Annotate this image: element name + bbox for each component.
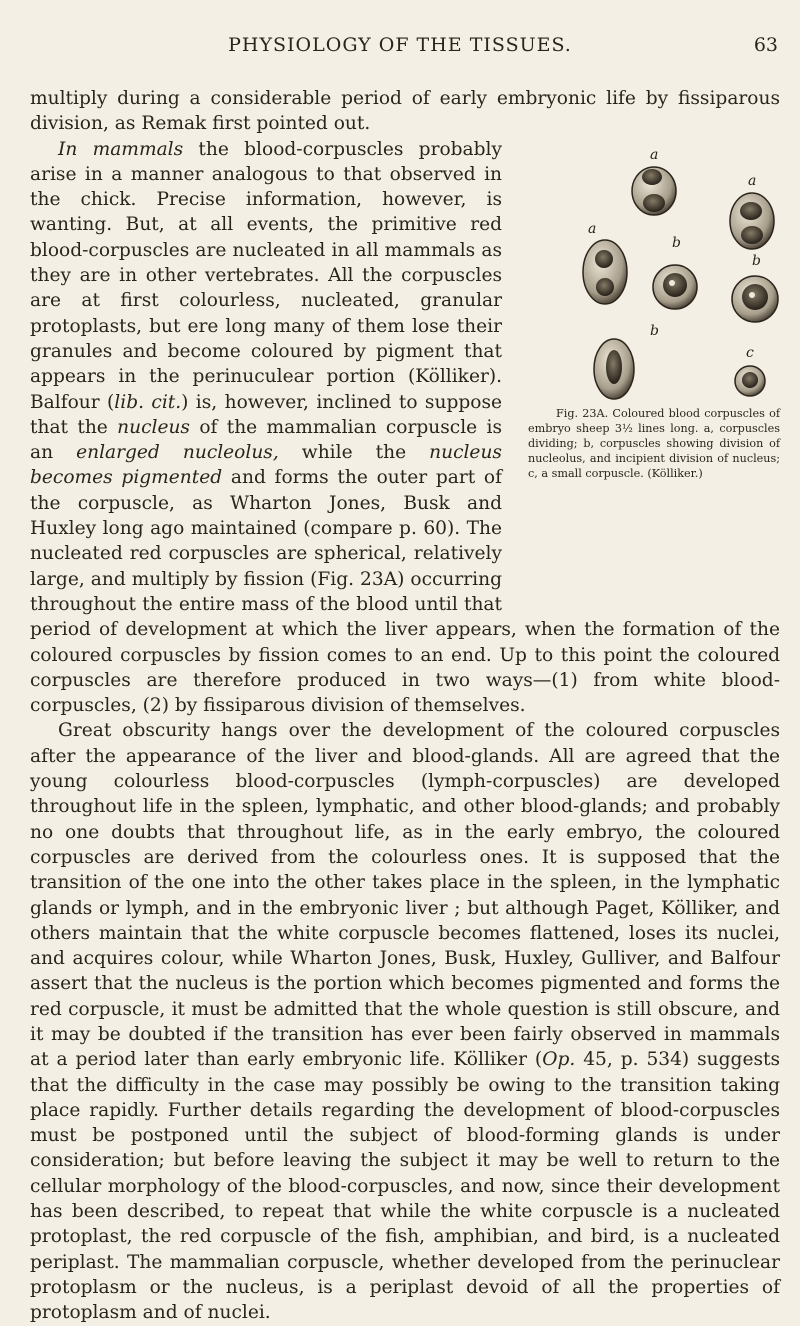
corpuscle-dividing-a2 (730, 193, 774, 249)
fig-letter: c (746, 344, 754, 361)
text-run: multiply during a considerable period of early embryonic life by fissiparous division, as Remak first pointed out. (30, 88, 780, 135)
header-title: PHYSIOLOGY OF THE TISSUES. (228, 34, 572, 56)
corpuscle-small-c (735, 366, 765, 396)
paragraph (30, 137, 780, 719)
text-run: the blood-corpuscles probably arise in a manner analogous to that observed in the chick. Precise information, however, is wanting. But, at all events, the primitive red blood-corpuscles are nucleated in all mammals as they are in other vertebrates. All the corpuscles are at first colourless, nucleated, granular protoplasts, but ere long many of them lose their granules and become coloured by pigment that appears in the perinuculear portion (Kölliker). Balfour ( (30, 138, 502, 413)
fig-letter: a (588, 220, 597, 237)
running-header (0, 34, 800, 64)
fig-letter: b (650, 322, 659, 339)
corpuscle-nucleolus-b1 (653, 265, 697, 309)
text-run: 45, p. 534) suggests that the difficulty in the case may possibly be owing to the transition taking place rapidly. Further details regarding the development of blood-corpuscles must be postponed until the subject of blood-forming glands is under consideration; but before leaving the subject it may be well to return to the cellular morphology of the blood-corpuscles, and now, since their development has been described, to repeat that while the white corpuscle is a nucleated protoplast, the red corpuscle of the fish, amphibian, and bird, is a nucleated periplast. The mammalian corpuscle, whether developed from the perinuclear protoplasm or the nucleus, is a periplast devoid of all the properties of protoplasm and of nuclei. (30, 1049, 781, 1324)
text-run: and forms the outer part of the corpuscle, as Wharton Jones, Busk and Huxley long ago maintained (compare p. 60). The nucleated red corpuscles are spherical, relatively large, and multiply by fission (Fig. 23A) occurring throughout the entire mass of the blood until that period of development at which the liver appears, when the formation of the coloured corpuscles by fission comes to an end. Up to this point the coloured corpuscles are therefore produced in two ways—(1) from white blood-corpuscles, (2) by fissiparous division of themselves. (30, 467, 780, 717)
corpuscle-nucleolus-b2 (732, 276, 778, 322)
italic-run: nucleus becomes pigmented (30, 442, 502, 489)
corpuscle-dividing-a3 (583, 240, 627, 304)
corpuscle-dividing-a1 (632, 167, 676, 215)
italic-run: nucleus (117, 416, 190, 438)
caption-text: Coloured blood corpuscles of embryo sheep 3½ lines long. a, corpuscles dividing; b, corpuscles showing division of nucleolus, and incipient division of nucleus; c, a small corpuscle. (Kölliker.) (528, 406, 780, 480)
fig-letter: a (748, 172, 757, 189)
fig-letter: a (650, 146, 659, 163)
italic-run: Op. (542, 1049, 576, 1071)
text-run: while the (278, 442, 430, 464)
corpuscle-illustration (512, 137, 780, 407)
paragraph (30, 86, 780, 137)
page-number: 63 (753, 34, 778, 56)
corpuscle-nucleolus-b3 (594, 339, 634, 399)
text-run: Great obscurity hangs over the development of the coloured corpuscles after the appearance of the liver and blood-glands. All are agreed that the young colourless blood-corpuscles (lymph-corpuscles) are developed throughout life in the spleen, lymphatic, and other blood-glands; and probably no one doubts that throughout life, as in the early embryo, the coloured corpuscles are derived from the colourless ones. It is supposed that the transition of the one into the other takes place in the spleen, in the lymphatic glands or lymph, and in the embryonic liver ; but although Paget, Kölliker, and others maintain that the white corpuscle becomes flattened, loses its nuclei, and acquires colour, while Wharton Jones, Busk, Huxley, Gulliver, and Balfour assert that the nucleus is the portion which becomes pigmented and forms the red corpuscle, it must be admitted that the whole question is still obscure, and it may be doubted if the transition has ever been fairly observed in mammals at a period later than early embryonic life. Kölliker ( (30, 720, 780, 1071)
fig-letter: b (752, 252, 761, 269)
caption-label: Fig. 23A. (556, 406, 609, 420)
italic-run: In mammals (58, 138, 184, 160)
italic-run: lib. cit. (114, 391, 182, 413)
paragraph (30, 718, 780, 1325)
body-text (30, 86, 780, 1326)
text-run: ) is, however, inclined to suppose that the (30, 391, 502, 438)
italic-run: enlarged nucleolus, (76, 442, 279, 464)
fig-letter: b (672, 234, 681, 251)
figure-caption (512, 406, 780, 481)
text-run: of the mammalian corpuscle is an (30, 416, 502, 464)
figure-23a (512, 137, 780, 599)
